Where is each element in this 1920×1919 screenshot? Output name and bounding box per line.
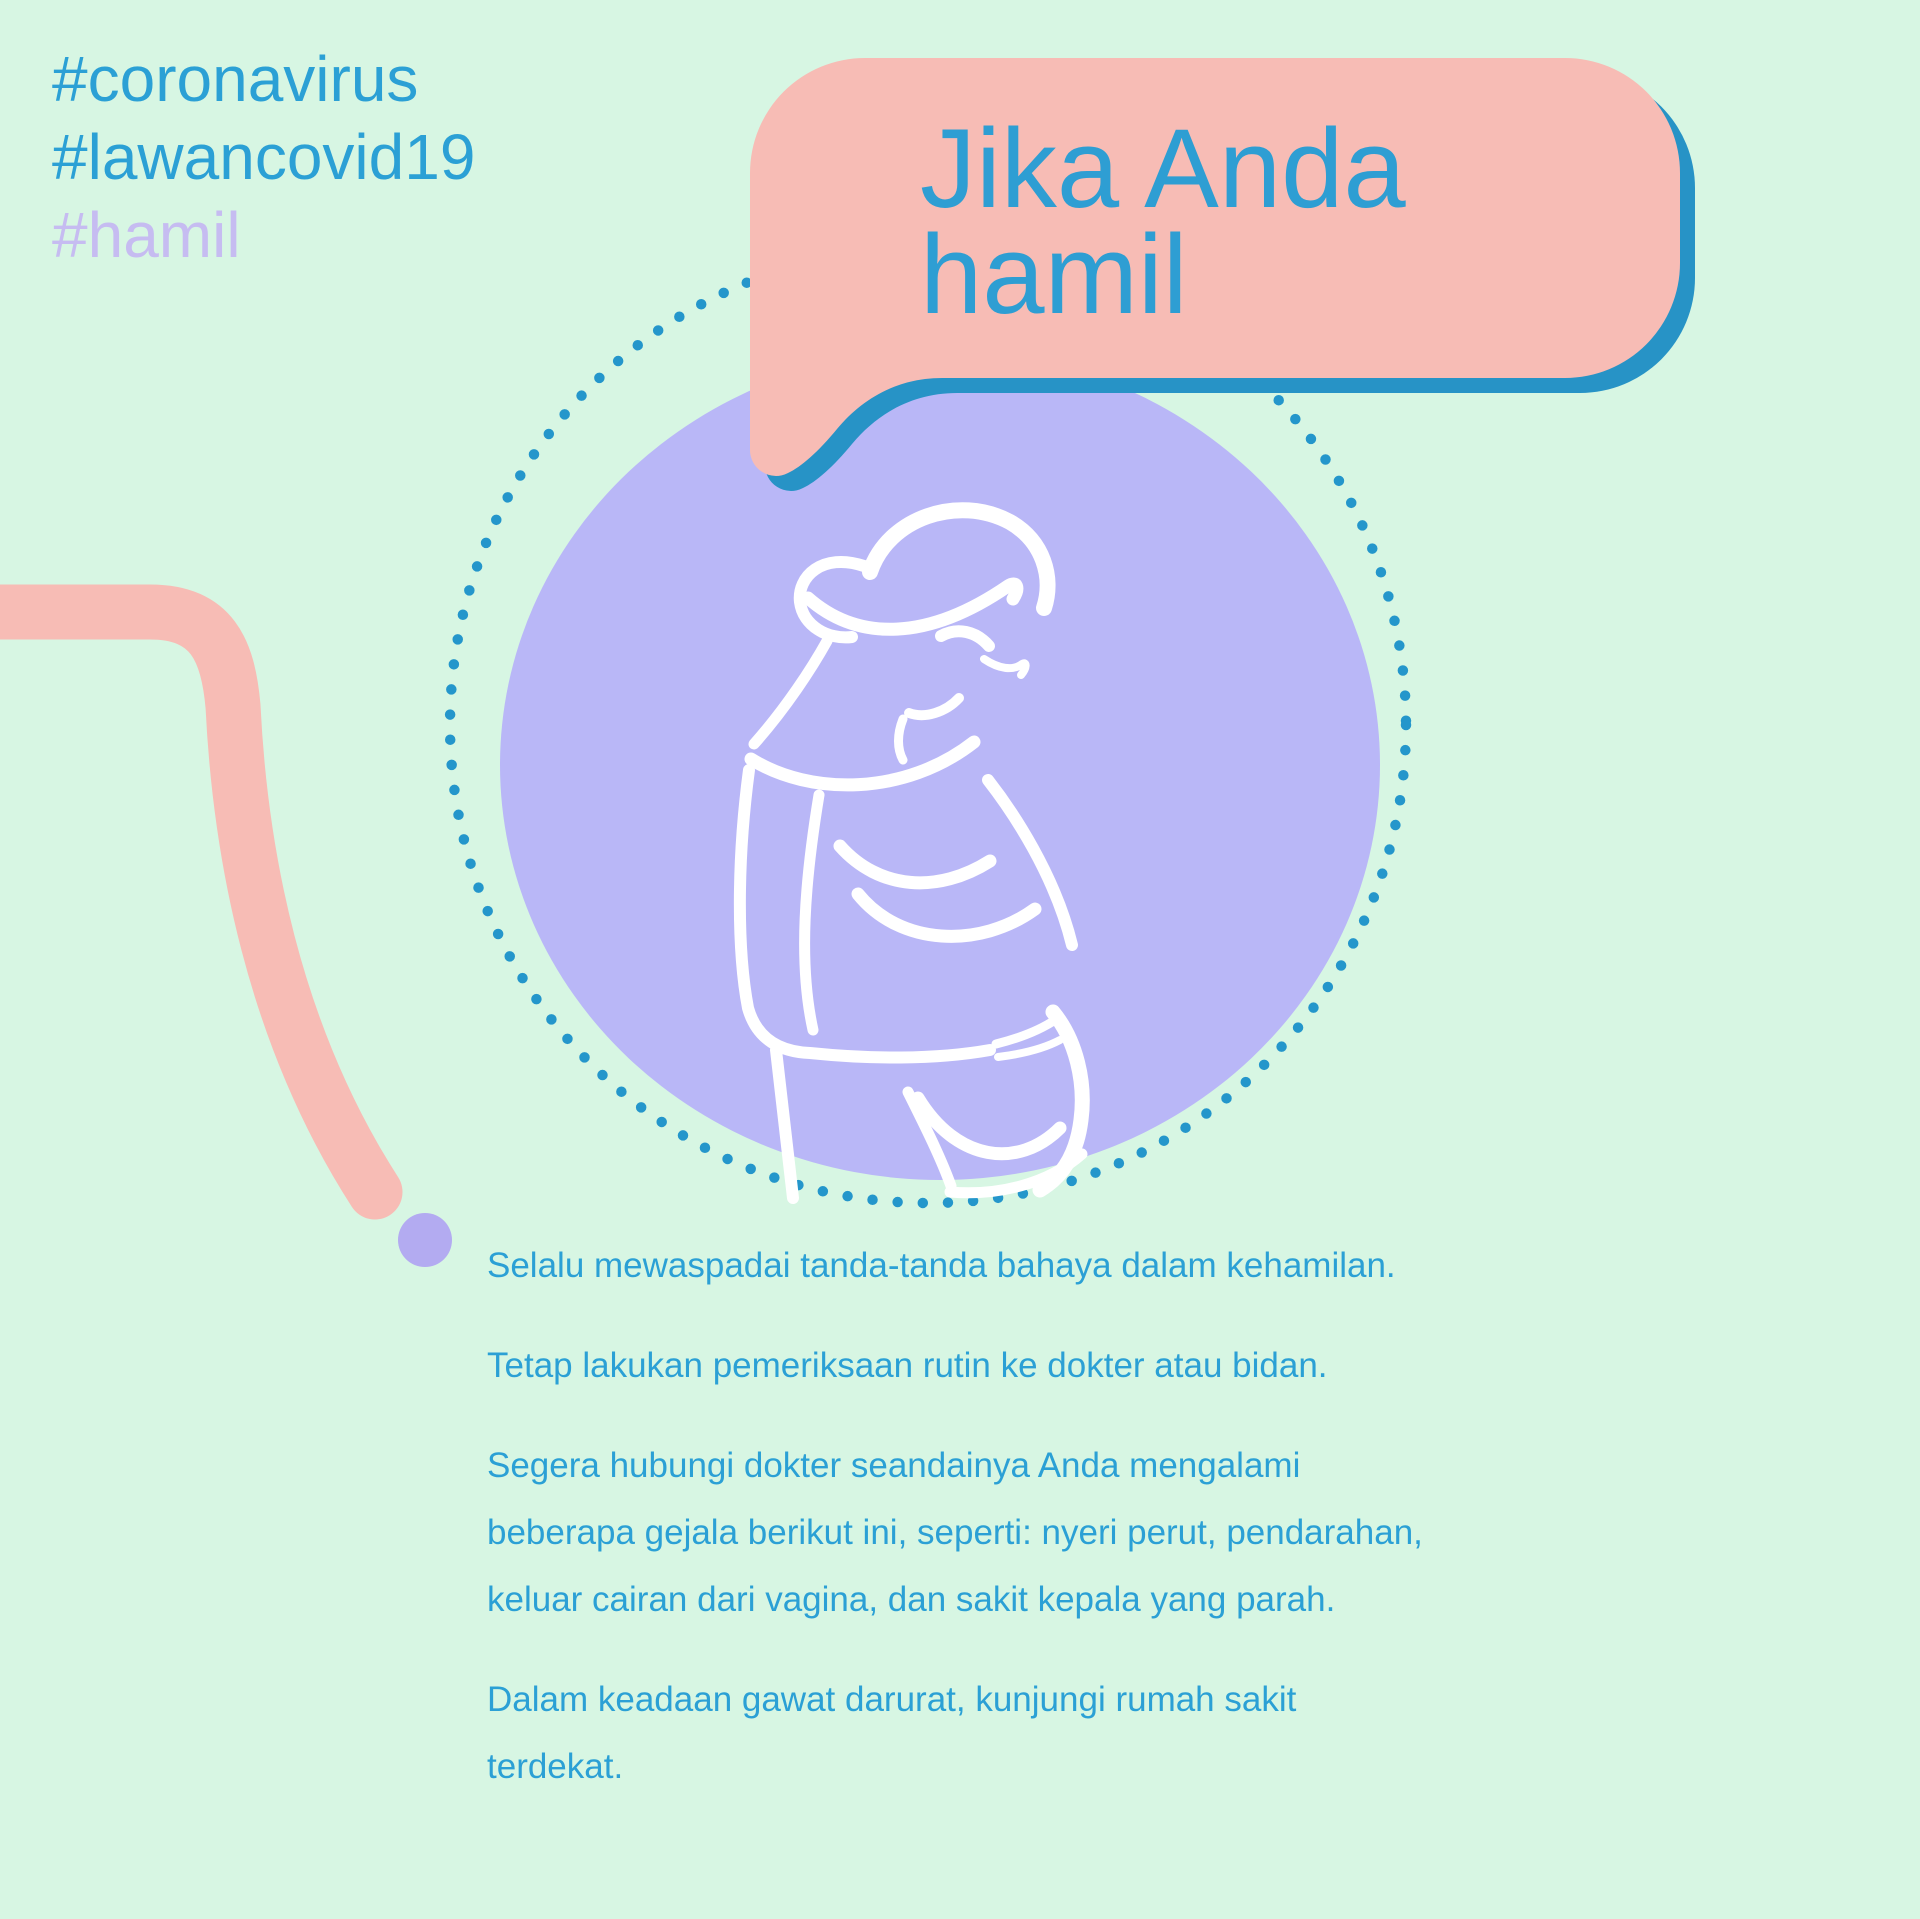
neck-front-stroke xyxy=(899,719,904,760)
advice-text-block xyxy=(487,1232,1667,1833)
advice-line: beberapa gejala berikut ini, seperti: nyeri perut, pendarahan, xyxy=(487,1513,1423,1552)
advice-line: Tetap lakukan pemeriksaan rutin ke dokter atau bidan. xyxy=(487,1346,1328,1385)
advice-line: terdekat. xyxy=(487,1747,624,1786)
advice-line: Selalu mewaspadai tanda-tanda bahaya dalam kehamilan. xyxy=(487,1246,1396,1285)
speech-bubble-title xyxy=(920,106,1406,337)
bubble-title-line2: hamil xyxy=(920,212,1188,337)
advice-line: keluar cairan dari vagina, dan sakit kepala yang parah. xyxy=(487,1580,1336,1619)
hashtag-hamil: #hamil xyxy=(52,199,241,271)
pink-curve-decoration xyxy=(0,612,375,1192)
advice-paragraph-3 xyxy=(487,1432,1667,1633)
bullet-dot xyxy=(398,1213,452,1267)
advice-line: Segera hubungi dokter seandainya Anda mengalami xyxy=(487,1446,1301,1485)
bubble-title-line1: Jika Anda xyxy=(920,106,1406,231)
hashtag-block xyxy=(52,40,475,274)
hashtag-lawancovid19: #lawancovid19 xyxy=(52,121,476,193)
advice-paragraph-4 xyxy=(487,1666,1667,1800)
hashtag-coronavirus: #coronavirus xyxy=(52,43,419,115)
advice-line: Dalam keadaan gawat darurat, kunjungi rumah sakit xyxy=(487,1680,1297,1719)
advice-paragraph-2 xyxy=(487,1332,1667,1399)
advice-paragraph-1 xyxy=(487,1232,1667,1299)
